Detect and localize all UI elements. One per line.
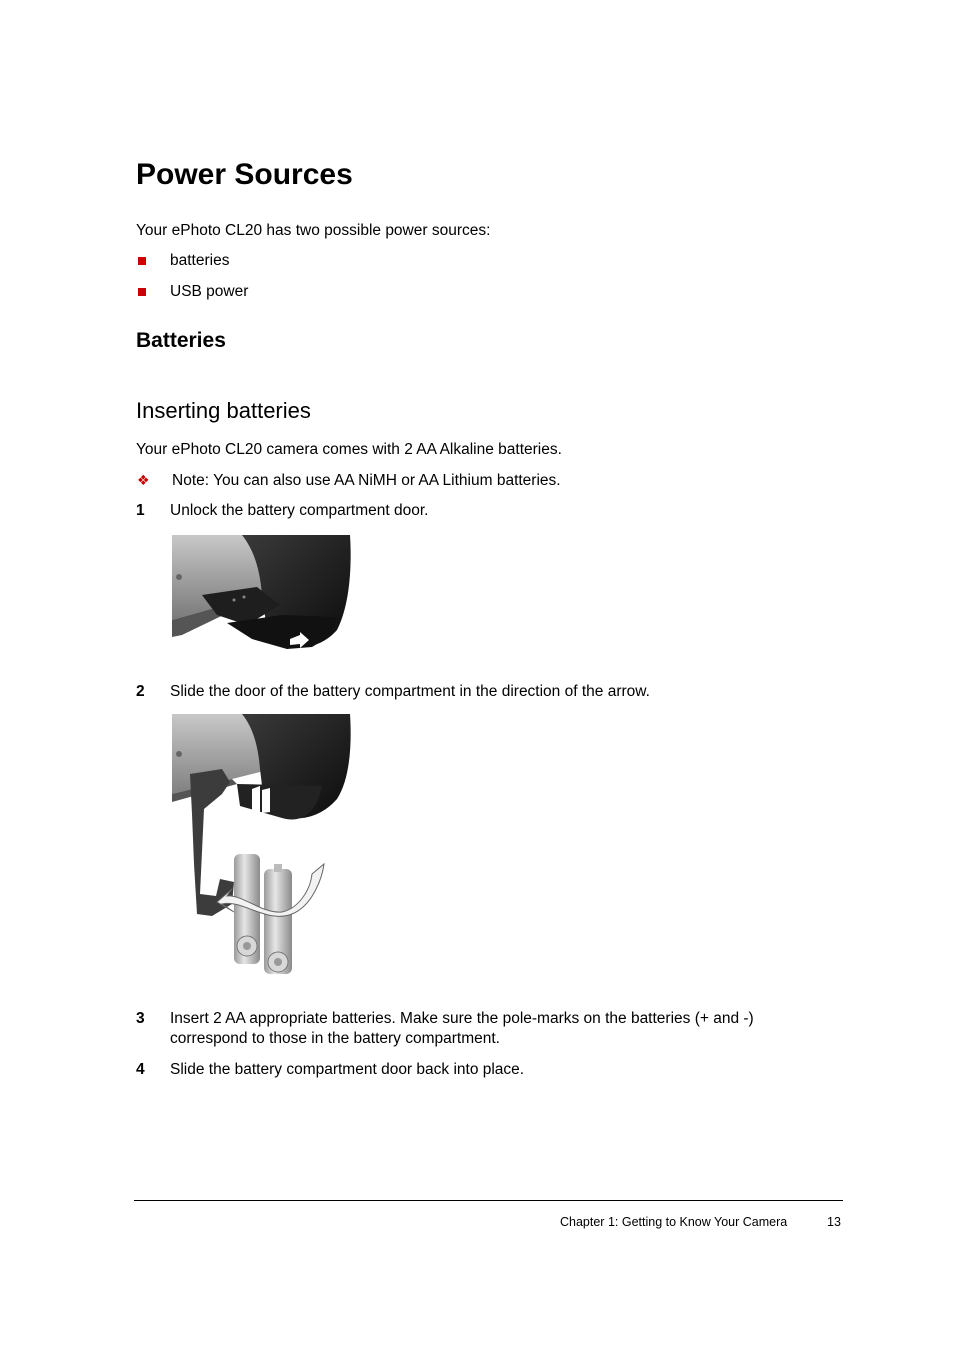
note-text: Note: You can also use AA NiMH or AA Lithium batteries. — [172, 472, 561, 489]
page-number: 13 — [827, 1215, 841, 1229]
list-item: batteries — [170, 252, 230, 269]
section-heading: Batteries — [136, 329, 226, 352]
step-text: Slide the battery compartment door back into place. — [170, 1061, 525, 1078]
bullet-square-icon — [138, 288, 146, 296]
list-item: USB power — [170, 283, 249, 300]
step-number: 4 — [136, 1061, 145, 1078]
step-number: 2 — [136, 683, 145, 700]
step-number: 3 — [136, 1010, 145, 1027]
footer-rule — [134, 1200, 843, 1201]
subsection-heading: Inserting batteries — [136, 398, 311, 423]
page-title: Power Sources — [136, 158, 353, 191]
camera-unlock-figure — [172, 535, 377, 666]
step-text: Unlock the battery compartment door. — [170, 502, 429, 519]
subsection-intro: Your ePhoto CL20 camera comes with 2 AA Alkaline batteries. — [136, 441, 562, 458]
footer-chapter: Chapter 1: Getting to Know Your Camera — [560, 1215, 788, 1229]
step-text-line-2: correspond to those in the battery compartment. — [170, 1030, 500, 1047]
step-number: 1 — [136, 502, 145, 519]
bullet-square-icon — [138, 257, 146, 265]
step-text: Slide the door of the battery compartment in the direction of the arrow. — [170, 683, 650, 700]
note-diamond-icon: ❖ — [137, 472, 150, 488]
camera-insert-batteries-figure — [172, 714, 372, 992]
intro-text: Your ePhoto CL20 has two possible power sources: — [136, 222, 491, 239]
step-text-line-1: Insert 2 AA appropriate batteries. Make sure the pole-marks on the batteries (+ and -) — [170, 1010, 754, 1027]
